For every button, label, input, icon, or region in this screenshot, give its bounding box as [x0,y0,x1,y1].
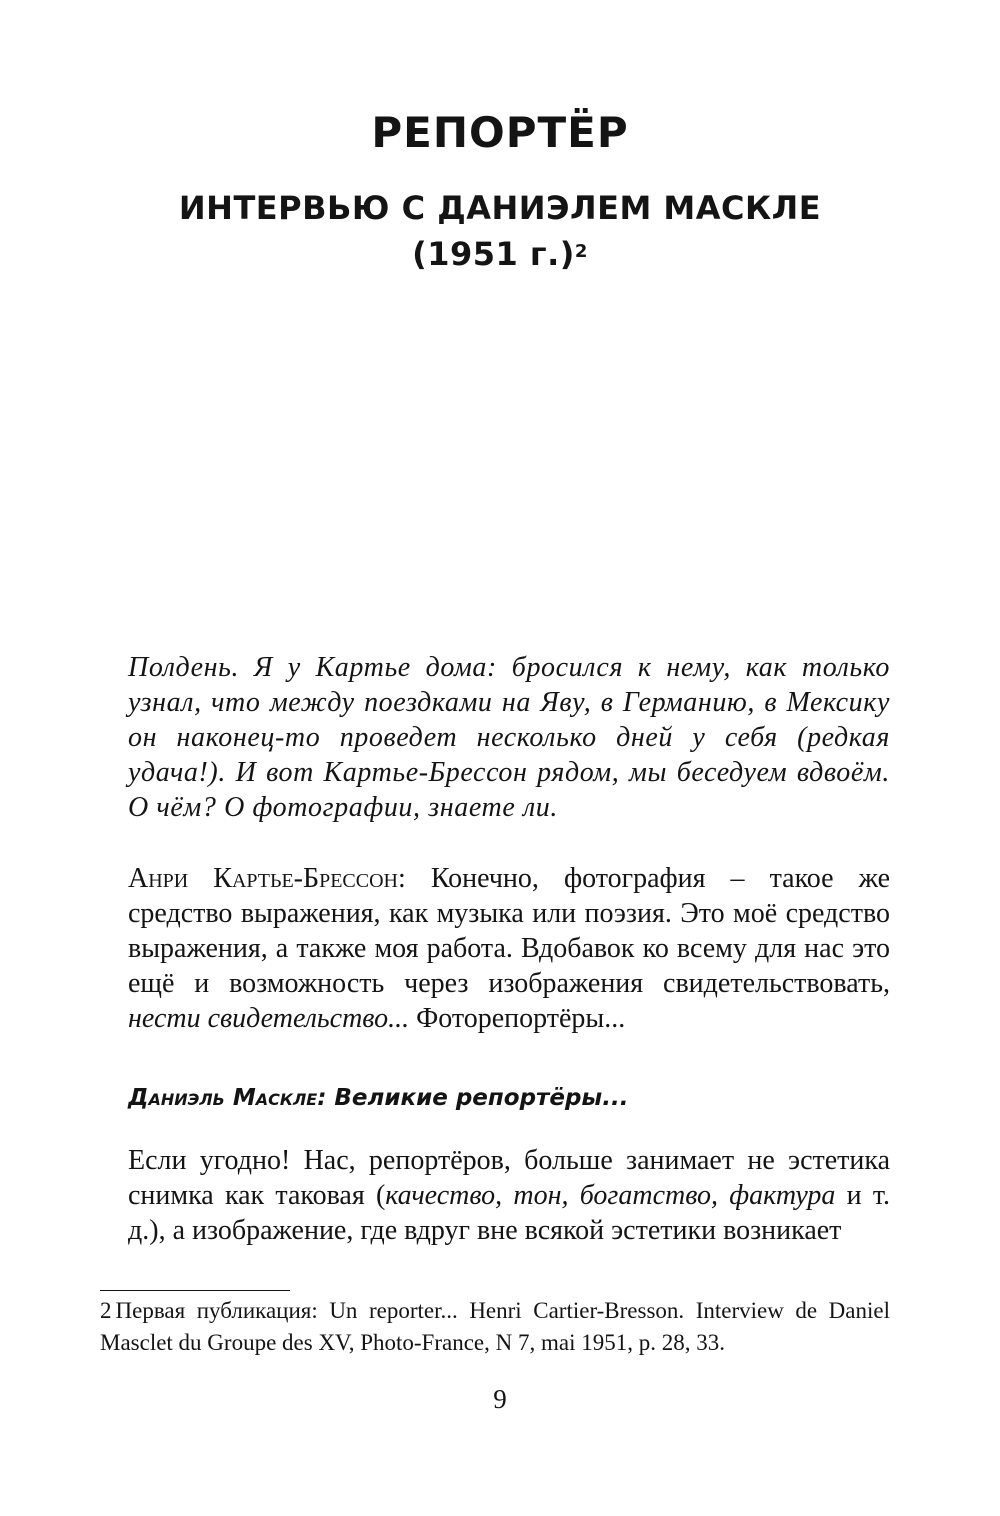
speaker-cartier-bresson: Анри Картье-Брессон: [128,863,406,894]
subtitle-year-line [0,231,1000,277]
footnote-marker[interactable]: 2 [574,241,588,262]
paragraph-text-end: Фоторепортёры... [409,1003,626,1034]
speaker-masclet: Даниэль Маскле: [128,1085,327,1111]
footnote-text: Первая публикация: Un reporter... Henri Cartier-Bresson. Interview de Daniel Masclet du Groupe des XV, Photo-France, N 7, mai 1951, p. 28, 33. [100,1298,890,1355]
intro-paragraph: Полдень. Я у Картье дома: бросился к нему, как только узнал, что между поездками на Яву, в Германию, в Мексику он наконец-то проведет несколько дней у себя (редкая удача!). И вот Картье-Брессон рядом, мы беседуем вдвоём. О чём? О фотографии, знаете ли. [128,652,890,823]
answer-italic-list: качество, тон, богатство, фактура [385,1180,836,1211]
paragraph-text: Конечно, фотография – такое же средство выражения, как музыка или поэзия. Это моё средство выражения, а также моя работа. Вдобавок ко всему для нас это ещё и возможность через изображения свидетельствовать, [128,863,890,999]
question-text: Великие репортёры... [326,1085,629,1111]
paragraph-italic-phrase: нести свидетельство... [128,1003,410,1034]
answer-text-start: Если угодно! Нас, репортёров, больше занимает не эстетика снимка как таковая ( [128,1145,890,1211]
page-number: 9 [493,1384,507,1414]
footnote [100,1295,890,1359]
question-masclet [128,1081,890,1116]
footnote-number: 2 [100,1298,112,1323]
chapter-title: РЕПОРТЁР [371,108,629,157]
subtitle-year: (1951 г.) [412,235,575,273]
paragraph-answer [128,1143,890,1248]
footnote-divider [100,1290,290,1291]
subtitle-interview-line: ИНТЕРВЬЮ С ДАНИЭЛЕМ МАСКЛЕ [178,189,822,227]
paragraph-cartier-bresson [128,861,890,1036]
chapter-subtitle [0,185,1000,277]
answer-text-end: и т. д.), а изображение, где вдруг вне всякой эстетики возникает [128,1180,890,1246]
